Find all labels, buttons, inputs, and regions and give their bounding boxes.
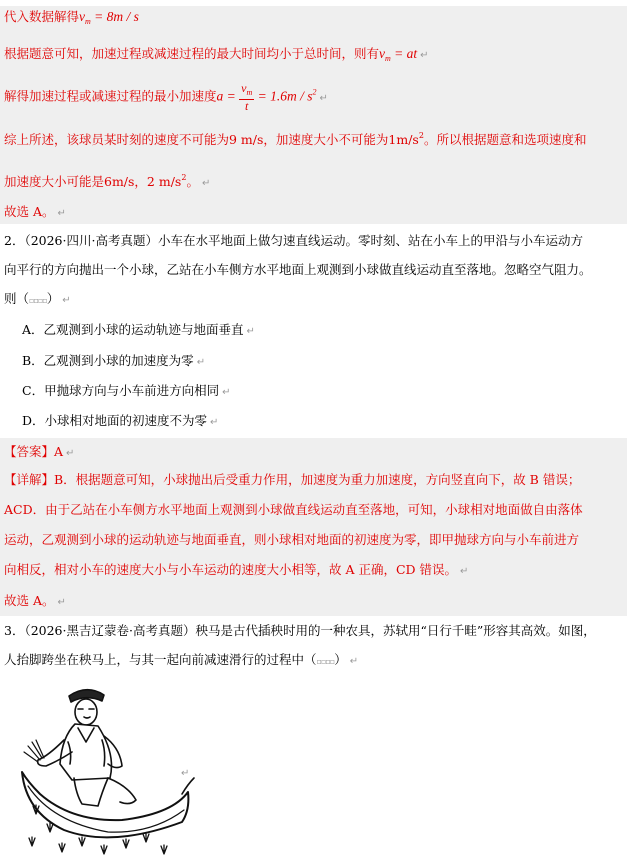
math-superscript: 2 xyxy=(418,131,424,140)
math-subscript: m xyxy=(385,54,391,63)
text-fragment: 3．（2026·黑吉辽蒙卷·高考真题）秧马是古代插秧时用的一种农具，苏轼用“日行千畦”形容其高效。如图， xyxy=(4,623,596,638)
math-var: v xyxy=(241,81,247,95)
paragraph-mark-icon: ↵ xyxy=(66,448,75,459)
answer-text: 【答案】A xyxy=(4,444,64,459)
paragraph-mark-icon: ↵ xyxy=(460,566,469,577)
text-fragment: 根据题意可知，加速过程或减速过程的最大时间均小于总时间，则有 xyxy=(4,46,380,61)
paragraph-mark-icon: ↵ xyxy=(57,208,66,219)
text-fragment: 【详解】B．根据题意可知，小球抛出后受重力作用，加速度为重力加速度，方向竖直向下，故 B 错误； xyxy=(4,472,581,487)
math-superscript: 2 xyxy=(181,173,187,182)
text-fragment: 向相反，相对小车的速度大小与小车运动的速度大小相等，故 A 正确，CD 错误。 xyxy=(4,562,458,577)
text-fragment: 解得加速过程或减速过程的最小加速度 xyxy=(4,88,217,104)
paragraph-mark-icon: ↵ xyxy=(57,597,66,608)
math-operator: = xyxy=(223,88,240,104)
option-b xyxy=(0,353,627,371)
paragraph-mark-icon: ↵ xyxy=(349,656,359,667)
text-fragment: 故选 A。 xyxy=(4,593,55,608)
text-fragment: 人抬脚跨坐在秧马上，与其一起向前减速滑行的过程中（ xyxy=(4,652,317,667)
solution-line-1 xyxy=(0,6,627,28)
math-subscript: m xyxy=(85,17,91,26)
explanation-line-3 xyxy=(0,524,627,554)
paragraph-mark-icon: ↵ xyxy=(222,387,231,398)
math-superscript: 2 xyxy=(312,87,317,97)
math-var: v xyxy=(79,9,86,24)
text-fragment: 则（ xyxy=(4,291,30,306)
explanation-line-1 xyxy=(0,464,627,494)
fraction xyxy=(239,82,254,112)
text-fragment: 。所以根据题意和选项速度和 xyxy=(423,132,587,147)
paragraph-mark-icon: ↵ xyxy=(246,326,255,337)
fraction-numerator xyxy=(239,82,254,100)
solution-line-4 xyxy=(0,114,627,160)
answer-placeholder: ▫▫▫▫ xyxy=(316,657,335,666)
option-a xyxy=(0,322,627,340)
math-expression: = 8m / s xyxy=(90,9,139,24)
question-3-line-2 xyxy=(0,652,627,670)
option-text: D．小球相对地面的初速度不为零 xyxy=(22,413,208,428)
choose-line-2 xyxy=(0,586,627,616)
math-var: v xyxy=(379,46,386,61)
answer-line xyxy=(0,438,627,464)
question-2-line-1 xyxy=(0,233,627,249)
paragraph-mark-icon: ↵ xyxy=(196,357,206,368)
text-fragment: ） xyxy=(46,291,60,306)
explanation-line-4 xyxy=(0,554,627,586)
math-expression: = at xyxy=(390,46,418,61)
text-fragment: 代入数据解得 xyxy=(4,9,80,24)
explanation-line-2 xyxy=(0,494,627,524)
solution-line-5 xyxy=(0,160,627,198)
text-fragment: 加速度大小可能是6m/s，2 m/s xyxy=(4,174,182,189)
paragraph-mark-icon: ↵ xyxy=(201,178,211,189)
text-fragment: 故选 A。 xyxy=(4,204,55,219)
text-fragment: ） xyxy=(334,652,347,667)
question-2-line-2 xyxy=(0,262,627,278)
paragraph-mark-icon: ↵ xyxy=(62,295,71,306)
paragraph-mark-icon: ↵ xyxy=(420,50,429,61)
solution-line-3 xyxy=(0,72,627,114)
math-var: a xyxy=(216,88,224,104)
text-fragment: 综上所述，该球员某时刻的速度不可能为9 m/s，加速度大小不可能为1m/s xyxy=(4,132,419,147)
fraction-denominator: t xyxy=(245,99,249,113)
option-text: A．乙观测到小球的运动轨迹与地面垂直 xyxy=(22,322,244,337)
solution-line-6 xyxy=(0,198,627,224)
text-fragment: 。 xyxy=(186,174,199,189)
math-subscript: m xyxy=(246,88,253,97)
option-d xyxy=(0,413,627,431)
option-text: B．乙观测到小球的加速度为零 xyxy=(22,353,194,368)
option-text: C．甲抛球方向与小车前进方向相同 xyxy=(22,383,220,398)
text-fragment: 运动，乙观测到小球的运动轨迹与地面垂直，则小球相对地面的初速度为零，即甲抛球方向与小车前进方 xyxy=(4,532,580,547)
text-fragment: ACD．由于乙站在小车侧方水平地面上观测到小球做直线运动直至落地，可知，小球相对地面做自由落体 xyxy=(4,502,583,517)
text-fragment: 向平行的方向抛出一个小球，乙站在小车侧方水平地面上观测到小球做直线运动直至落地。忽略空气阻力。 xyxy=(4,262,592,277)
yangma-illustration xyxy=(12,682,202,860)
text-fragment: 2．（2026·四川·高考真题）小车在水平地面上做匀速直线运动。零时刻、站在小车上的甲沿与小车运动方 xyxy=(4,233,583,248)
paragraph-mark-icon: ↵ xyxy=(319,92,328,104)
solution-line-2 xyxy=(0,28,627,72)
question-2-line-3 xyxy=(0,291,627,309)
math-expression: = 1.6m / s xyxy=(254,88,313,104)
answer-placeholder: ▫▫▫▫ xyxy=(29,296,47,305)
question-3-line-1 xyxy=(0,623,627,639)
paragraph-mark-icon: ↵ xyxy=(181,768,190,779)
option-c xyxy=(0,383,627,401)
paragraph-mark-icon: ↵ xyxy=(210,417,219,428)
